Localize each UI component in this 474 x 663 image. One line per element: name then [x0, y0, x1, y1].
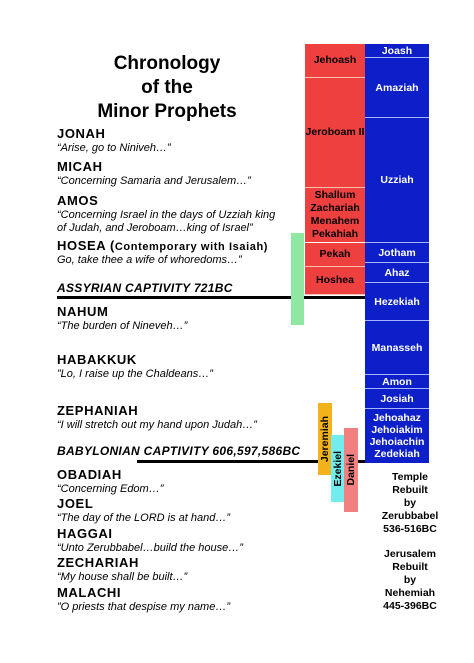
babylonian-captivity-label: BABYLONIAN CAPTIVITY 606,597,586BC	[57, 444, 301, 458]
judah-king-zedekiah: Zedekiah	[374, 448, 420, 460]
judah-king-manasseh: Manasseh	[365, 321, 429, 375]
quote-nahum: “The burden of Nineveh…”	[57, 320, 188, 332]
ezekiel-label: Ezekiel	[332, 450, 344, 487]
israel-king-zachariah: Zachariah	[310, 202, 360, 214]
quote-haggai: “Unto Zerubbabel…build the house…”	[57, 542, 243, 554]
jerusalem-note-line-4: Nehemiah	[384, 587, 436, 599]
prophet-zechariah: ZECHARIAH	[57, 555, 139, 570]
prophet-haggai: HAGGAI	[57, 526, 113, 541]
quote-malachi: ”O priests that despise my name…”	[57, 601, 231, 613]
quote-micah: “Concerning Samaria and Jerusalem…”	[57, 175, 251, 187]
judah-king-uzziah: Uzziah	[365, 118, 429, 243]
prophet-malachi: MALACHI	[57, 585, 122, 600]
temple-note-line-2: Rebuilt	[392, 484, 428, 496]
jerusalem-note-line-3: by	[403, 574, 417, 586]
judah-king-jehoahaz: Jehoahaz	[373, 412, 421, 424]
quote-obadiah: “Concerning Edom…”	[57, 483, 164, 495]
quote-habakkuk: ”Lo, I raise up the Chaldeans…”	[57, 368, 213, 380]
judah-king-amaziah: Amaziah	[365, 58, 429, 118]
title-line-3: Minor Prophets	[97, 101, 237, 122]
title-line-2: of the	[141, 77, 193, 98]
quote-zephaniah: “I will stretch out my hand upon Judah…”	[57, 419, 257, 431]
jerusalem-note-line-2: Rebuilt	[392, 561, 428, 573]
prophet-habakkuk: HABAKKUK	[57, 352, 137, 367]
judah-king-ahaz: Ahaz	[365, 263, 429, 283]
judah-king-josiah: Josiah	[365, 389, 429, 409]
jerusalem-note-line-1: Jerusalem	[384, 548, 436, 560]
jerusalem-note-line-5: 445-396BC	[383, 600, 437, 612]
jerusalem-rebuilt-note	[362, 548, 458, 613]
judah-king-amon: Amon	[365, 375, 429, 389]
prophet-obadiah: OBADIAH	[57, 467, 122, 482]
temple-note-line-1: Temple	[392, 471, 428, 483]
daniel-bar	[344, 428, 358, 512]
israel-king-jeroboam-ii: Jeroboam II	[305, 78, 365, 188]
prophet-hosea	[57, 238, 268, 253]
israel-king-jehoash: Jehoash	[305, 44, 365, 78]
title-line-1: Chronology	[113, 53, 221, 74]
daniel-label: Daniel	[345, 454, 357, 486]
quote-jonah: “Arise, go to Niniveh…”	[57, 142, 171, 154]
temple-note-line-4: Zerubbabel	[381, 510, 439, 522]
prophet-nahum: NAHUM	[57, 304, 109, 319]
israel-king-pekahiah: Pekahiah	[311, 228, 359, 240]
jeremiah-label: Jeremiah	[319, 415, 331, 463]
judah-king-jehoiakim: Jehoiakim	[371, 424, 423, 436]
temple-note-line-3: by	[403, 497, 417, 509]
prophet-hosea-note: Contemporary with Isaiah)	[114, 241, 269, 253]
prophet-micah: MICAH	[57, 159, 103, 174]
quote-amos-line-2: of Judah, and Jeroboam…king of Israel”	[57, 222, 253, 234]
quote-joel: “The day of the LORD is at hand…”	[57, 512, 231, 524]
prophet-hosea-name: HOSEA (	[57, 238, 115, 253]
israel-king-menahem: Menahem	[310, 215, 360, 227]
prophet-amos: AMOS	[57, 193, 99, 208]
ezekiel-bar	[331, 435, 345, 502]
temple-rebuilt-note	[362, 471, 458, 536]
temple-note-line-5: 536-516BC	[383, 523, 437, 535]
assyrian-captivity-label: ASSYRIAN CAPTIVITY 721BC	[57, 281, 233, 295]
quote-hosea: Go, take thee a wife of whoredoms…”	[57, 254, 242, 266]
israel-kings-group	[305, 188, 365, 242]
judah-king-jehoiachin: Jehoiachin	[369, 436, 425, 448]
prophet-zephaniah: ZEPHANIAH	[57, 403, 139, 418]
judah-king-hezekiah: Hezekiah	[365, 283, 429, 321]
isaiah-bar	[291, 233, 304, 325]
judah-king-joash: Joash	[365, 44, 429, 58]
page-title	[62, 52, 272, 124]
prophet-jonah: JONAH	[57, 126, 106, 141]
israel-king-shallum: Shallum	[314, 189, 356, 201]
israel-king-pekah: Pekah	[305, 243, 365, 267]
jeremiah-bar	[318, 403, 332, 475]
judah-king-jotham: Jotham	[365, 243, 429, 263]
quote-amos: “Concerning Israel in the days of Uzziah king	[57, 209, 276, 221]
prophet-joel: JOEL	[57, 496, 94, 511]
israel-king-hoshea: Hoshea	[305, 267, 365, 295]
assyrian-captivity-line	[57, 296, 365, 299]
judah-kings-late-group	[365, 409, 429, 463]
quote-zechariah: “My house shall be built…”	[57, 571, 188, 583]
